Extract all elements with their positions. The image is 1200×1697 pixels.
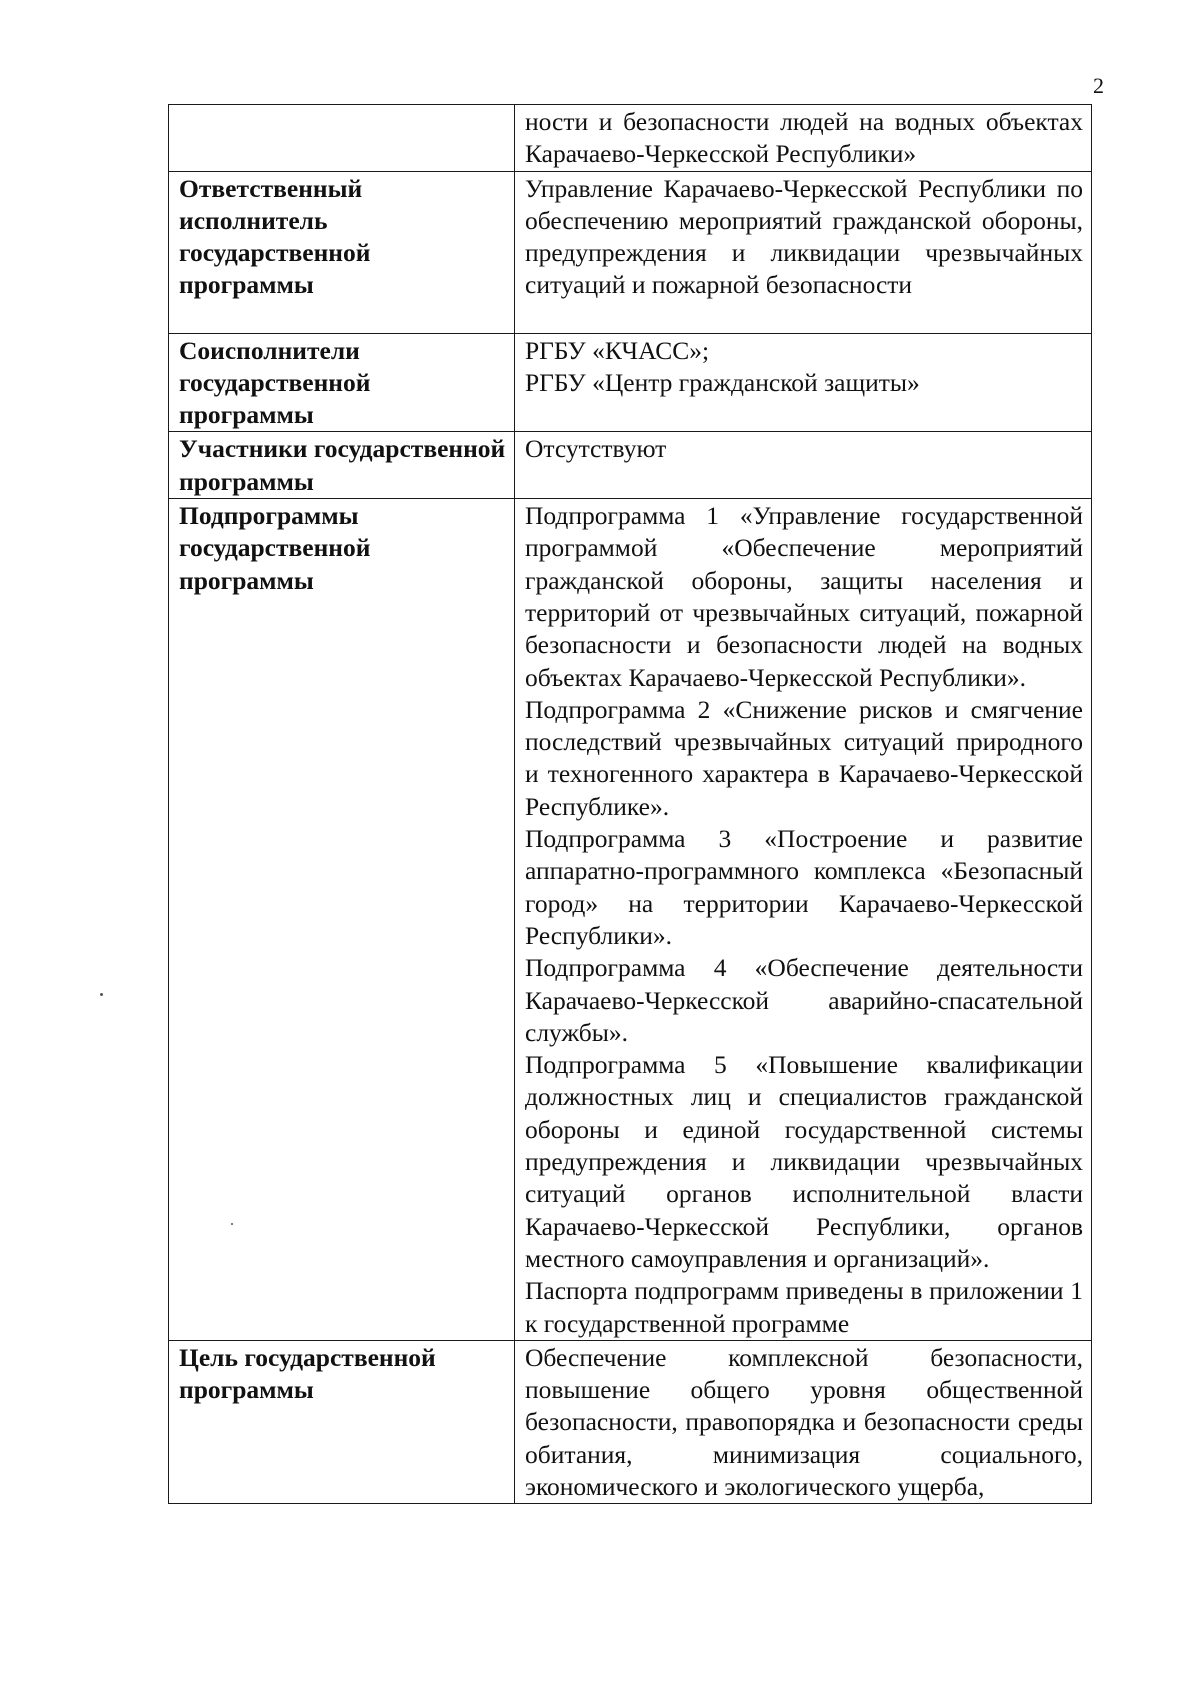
table-row (169, 171, 1092, 333)
subprogram-3-text: Подпрограмма 3 «Построение и развитие аппаратно-программного комплекса «Безопасный город» на территории Карачаево-Черкесской Республики». (525, 824, 1083, 950)
row-value-responsible-executor (515, 171, 1092, 333)
row-value-goal (515, 1340, 1092, 1503)
row-value-co-executors (515, 333, 1092, 432)
value-paragraph: Отсутствуют (525, 434, 667, 464)
scan-speck (231, 1223, 233, 1225)
subprogram-1-text: Подпрограмма 1 «Управление государственной программой «Обеспечение мероприятий гражданской обороны, защиты населения и территорий от чрезвычайных ситуаций, пожарной безопасности и безопасности людей на водных объектах Карачаево-Черкесской Республики». (525, 501, 1083, 692)
row-label-goal: Цель государственной программы (169, 1340, 515, 1503)
table-row (169, 499, 1092, 1341)
value-paragraph: РГБУ «КЧАСС»; (525, 335, 710, 365)
subprogram-5-text: Подпрограмма 5 «Повышение квалификации должностных лиц и специалистов гражданской обороны и единой государственной системы предупреждения и ликвидации чрезвычайных ситуаций органов исполнительной власти Карачаево-Черкесской Республики, органов местного самоуправления и организаций». (525, 1050, 1083, 1273)
subprogram-4-text: Подпрограмма 4 «Обеспечение деятельности Карачаево-Черкесской аварийно-спасательной службы». (525, 953, 1083, 1047)
table-row (169, 105, 1092, 172)
row-value-continuation (515, 105, 1092, 172)
value-paragraph: ности и безопасности людей на водных объектах Карачаево-Черкесской Республики» (525, 107, 1083, 169)
row-label-subprograms: Подпрограммы государственной программы (169, 499, 515, 1341)
table-row (169, 1340, 1092, 1503)
value-paragraph: РГБУ «Центр гражданской защиты» (525, 367, 920, 397)
row-value-participants (515, 432, 1092, 499)
subprogram-passports-note: Паспорта подпрограмм приведены в приложении 1 к государственной программе (525, 1276, 1083, 1338)
row-label-responsible-executor: Ответственный исполнитель государственной программы (169, 171, 515, 333)
row-value-subprograms (515, 499, 1092, 1341)
row-label-co-executors: Соисполнители государственной программы (169, 333, 515, 432)
value-paragraph: Управление Карачаево-Черкесской Республики по обеспечению мероприятий гражданской обороны, предупреждения и ликвидации чрезвычайных ситуаций и пожарной безопасности (525, 173, 1083, 300)
table-row (169, 333, 1092, 432)
row-label-continuation (169, 105, 515, 172)
subprogram-2-text: Подпрограмма 2 «Снижение рисков и смягчение последствий чрезвычайных ситуаций природного и техногенного характера в Карачаево-Черкесской Республике». (525, 694, 1083, 821)
value-paragraph: Обеспечение комплексной безопасности, повышение общего уровня общественной безопасности, правопорядка и безопасности среды обитания, минимизация социального, экономического и экологического ущерба, (525, 1342, 1083, 1501)
scan-speck (100, 993, 103, 996)
page-number: 2 (1093, 73, 1104, 98)
program-passport-table (168, 104, 1092, 1504)
row-label-participants: Участники государственной программы (169, 432, 515, 499)
table-row (169, 432, 1092, 499)
